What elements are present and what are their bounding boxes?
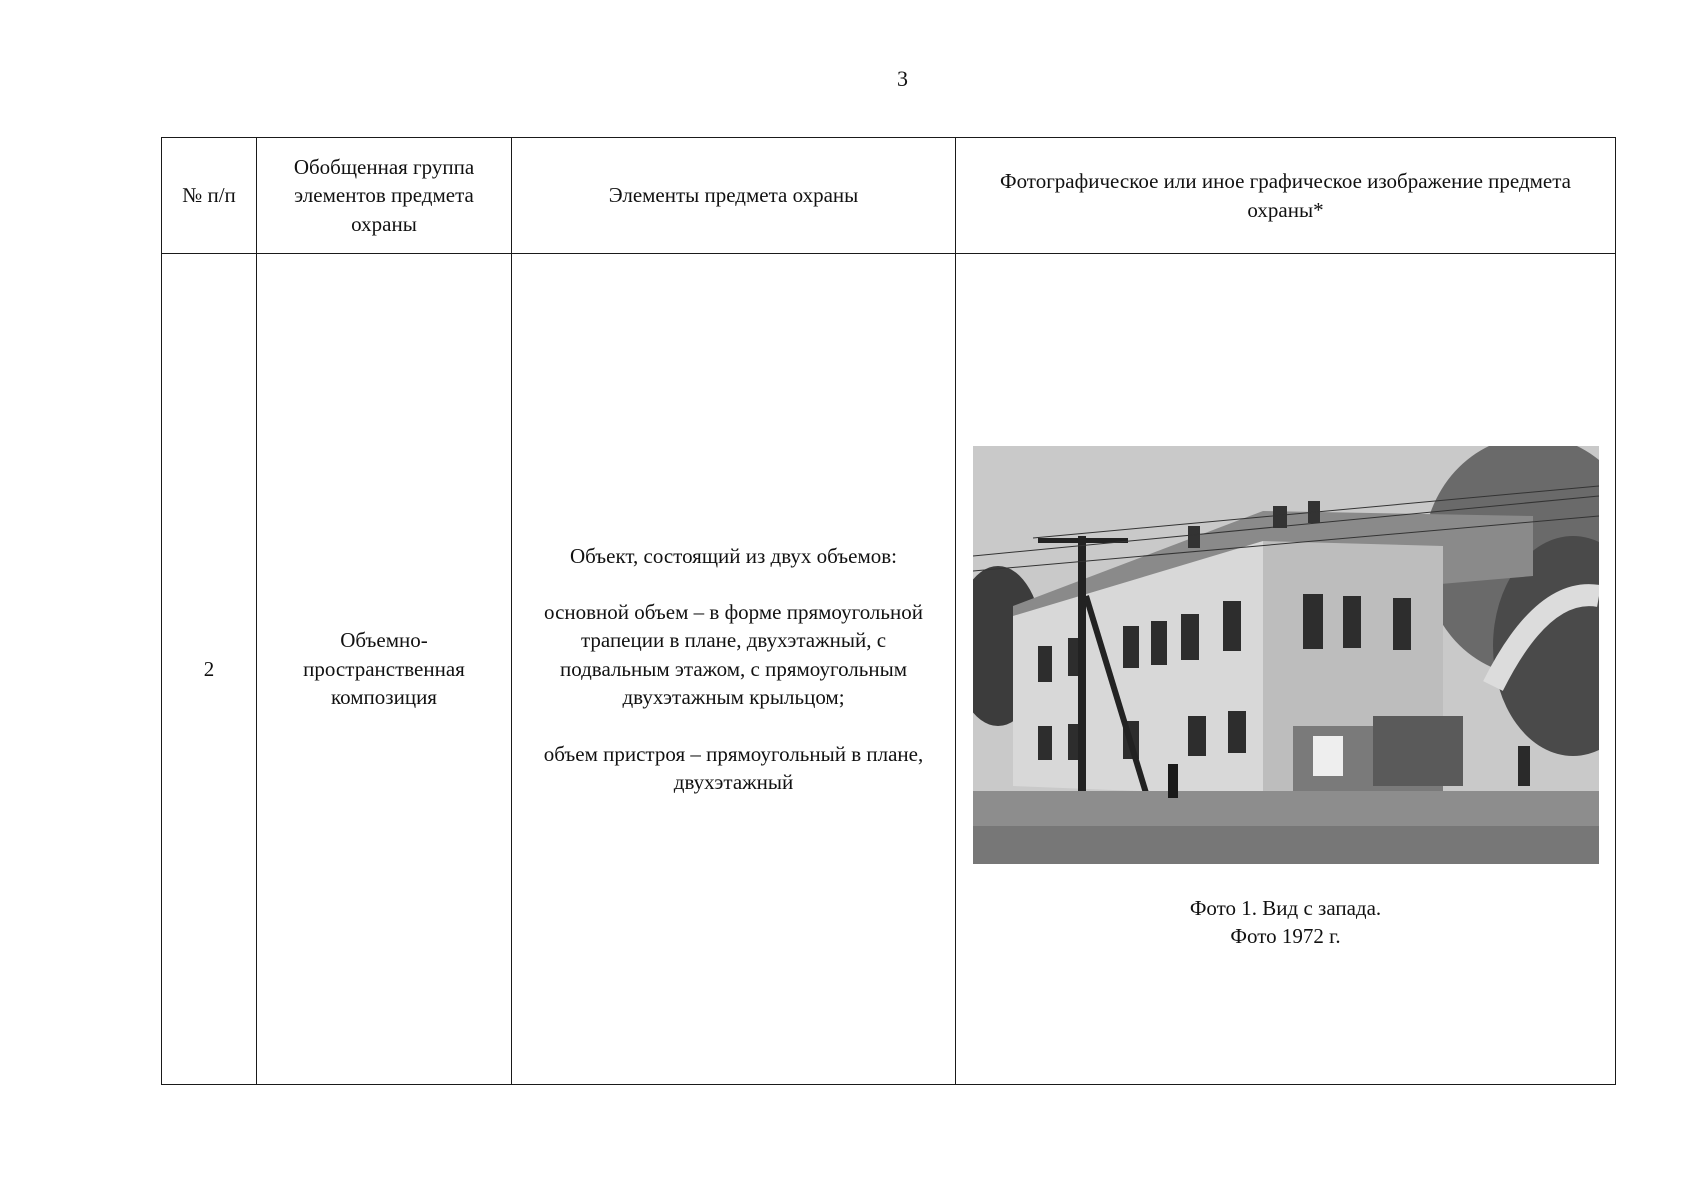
photo-caption-line2: Фото 1972 г.: [1230, 924, 1341, 948]
photo-caption-line1: Фото 1. Вид с запада.: [1189, 895, 1382, 920]
row-group: Объемно-пространственная композиция: [257, 254, 512, 1085]
header-num: № п/п: [162, 138, 257, 254]
page-number: 3: [897, 66, 908, 91]
row-photo-cell: [956, 254, 1616, 1085]
table-row: [162, 254, 1616, 1085]
row-elements: [512, 254, 956, 1085]
header-group: Обобщенная группа элементов предмета охраны: [257, 138, 512, 254]
building-photo-illustration: [973, 446, 1599, 864]
table-header-row: [162, 138, 1616, 254]
row-num: 2: [162, 254, 257, 1085]
elements-intro: Объект, состоящий из двух объемов:: [569, 543, 898, 568]
elements-annex-volume: объем пристроя – прямоугольный в плане, двухэтажный: [543, 741, 924, 794]
header-elements: Элементы предмета охраны: [512, 138, 956, 254]
header-photo: Фотографическое или иное графическое изображение предмета охраны*: [956, 138, 1616, 254]
protection-subject-table: [161, 137, 1616, 1085]
building-photo: [973, 446, 1599, 864]
photo-caption: [1190, 894, 1381, 951]
elements-main-volume: основной объем – в форме прямоугольной трапеции в плане, двухэтажный, с подвальным этажом, с прямоугольным двухэтажным крыльцом;: [544, 600, 923, 710]
